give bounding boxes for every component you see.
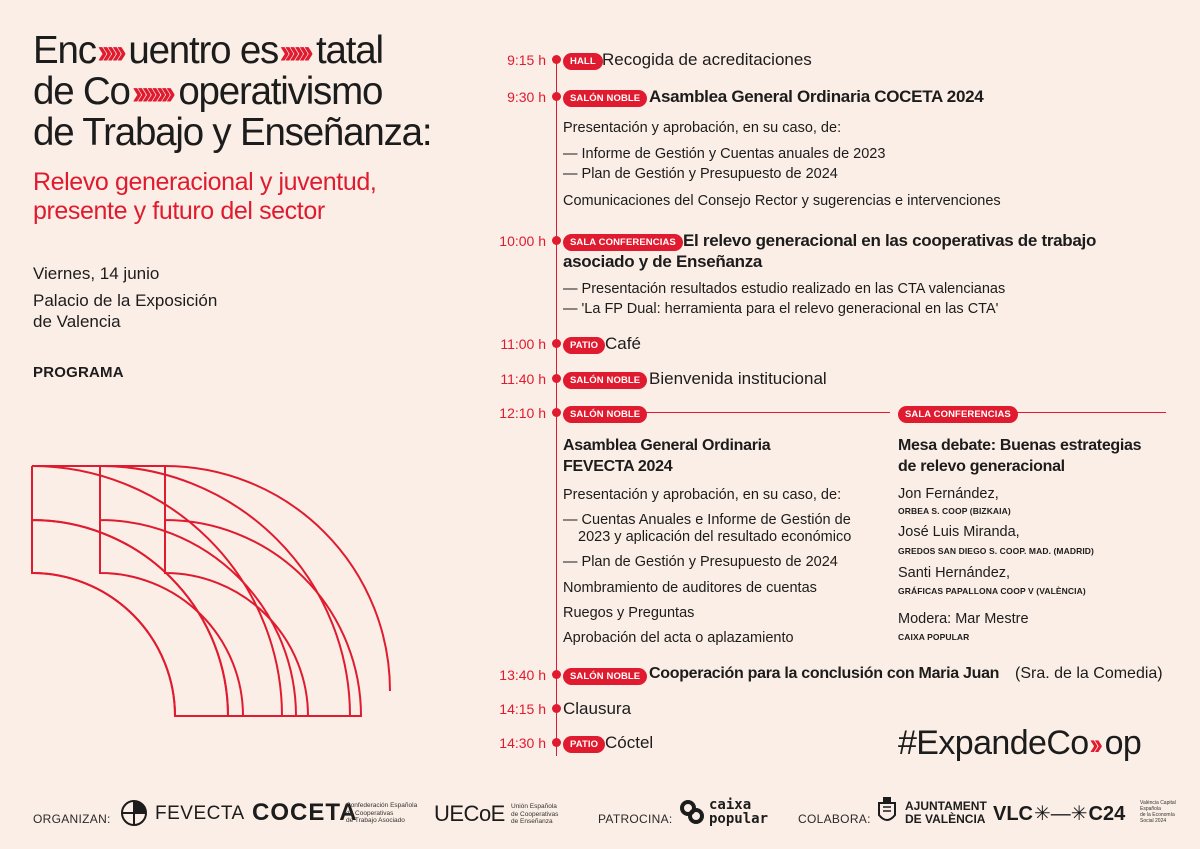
event-detail: Nombramiento de auditores de cuentas	[563, 580, 817, 596]
title-line-2: de Co›››››››› operativismo	[33, 70, 383, 113]
hashtag: #ExpandeCo›› op	[898, 724, 1142, 762]
timeline-dot	[552, 738, 561, 747]
event-title-suffix: (Sra. de la Comedia)	[1015, 665, 1163, 682]
chevron-decoration: ›››››	[97, 33, 122, 71]
speaker-org: ORBEA S. COOP (BIZKAIA)	[898, 506, 1011, 516]
event-venue: Palacio de la Exposición de Valencia	[33, 291, 218, 331]
chevron-decoration: ››››››››	[131, 74, 171, 112]
timeline-dot	[552, 55, 561, 64]
event-detail: Presentación y aprobación, en su caso, de:	[563, 120, 842, 136]
event-title: de relevo generacional	[898, 458, 1065, 475]
divider-line	[640, 412, 890, 413]
time-label: 11:00 h	[500, 336, 546, 352]
timeline-dot	[552, 339, 561, 348]
room-badge: SALA CONFERENCIAS	[898, 406, 1018, 423]
event-detail: — Informe de Gestión y Cuentas anuales de 2023	[563, 146, 886, 162]
timeline-dot	[552, 408, 561, 417]
moderator-org: CAIXA POPULAR	[898, 632, 970, 642]
time-label: 12:10 h	[499, 405, 546, 421]
organizan-label: ORGANIZAN:	[33, 812, 111, 826]
main-title	[33, 31, 431, 152]
decorative-arcs-graphic	[0, 460, 400, 760]
event-title: Recogida de acreditaciones	[602, 50, 812, 69]
room-badge: SALA CONFERENCIAS	[563, 234, 683, 251]
fevecta-logo-icon	[117, 796, 151, 828]
patrocina-label: PATROCINA:	[598, 812, 673, 826]
event-detail: — Cuentas Anuales e Informe de Gestión de	[563, 512, 851, 528]
event-detail: — Plan de Gestión y Presupuesto de 2024	[563, 554, 838, 570]
city-crest-icon	[874, 795, 900, 827]
speaker-name: Santi Hernández,	[898, 565, 1011, 581]
divider-line	[1012, 412, 1166, 413]
timeline-dot	[552, 670, 561, 679]
room-badge: PATIO	[563, 736, 605, 753]
room-badge: PATIO	[563, 337, 605, 354]
time-label: 10:00 h	[499, 233, 546, 249]
event-title: asociado y de Enseñanza	[563, 252, 763, 271]
event-title: Asamblea General Ordinaria	[563, 437, 771, 454]
event-title: El relevo generacional en las cooperativas de trabajo	[683, 231, 1097, 250]
speaker-name: José Luis Miranda,	[898, 524, 1020, 540]
event-title: Clausura	[563, 699, 632, 718]
asterisk-icon: ✳—✳	[1034, 803, 1088, 825]
subtitle: Relevo generacional y juventud, presente y futuro del sector	[33, 168, 377, 225]
uecoe-subtitle: Unión Española de Cooperativas de Enseñanza	[511, 803, 559, 825]
room-badge: HALL	[563, 53, 603, 70]
time-label: 11:40 h	[500, 371, 546, 387]
event-title: Cooperación para la conclusión con Maria Juan	[649, 665, 1000, 682]
coceta-subtitle: Confederación Española de Cooperativas de Trabajo Asociado	[346, 802, 418, 824]
time-label: 14:30 h	[499, 735, 546, 751]
timeline-dot	[552, 236, 561, 245]
event-title: Café	[605, 334, 641, 353]
event-detail: — 'La FP Dual: herramienta para el relevo generacional en las CTA'	[563, 301, 999, 317]
event-detail: Ruegos y Preguntas	[563, 605, 695, 621]
speaker-org: GRÁFICAS PAPALLONA COOP V (VALÈNCIA)	[898, 586, 1086, 596]
fevecta-logo: FEVECTA	[155, 803, 245, 824]
event-detail: — Presentación resultados estudio realizado en las CTA valencianas	[563, 281, 1006, 297]
event-detail: — Plan de Gestión y Presupuesto de 2024	[563, 166, 838, 182]
chevron-decoration: ››	[1089, 728, 1099, 761]
timeline-dot	[552, 704, 561, 713]
speaker-name: Jon Fernández,	[898, 486, 999, 502]
room-badge: SALÓN NOBLE	[563, 90, 647, 107]
event-detail: Aprobación del acta o aplazamiento	[563, 630, 794, 646]
event-title: Bienvenida institucional	[649, 369, 827, 388]
event-title: FEVECTA 2024	[563, 458, 673, 475]
room-badge: SALÓN NOBLE	[563, 372, 647, 389]
moderator-name: Modera: Mar Mestre	[898, 611, 1029, 627]
room-badge: SALÓN NOBLE	[563, 406, 647, 423]
event-title: Cóctel	[605, 733, 654, 752]
time-label: 9:15 h	[507, 52, 546, 68]
title-line-3: de Trabajo y Enseñanza:	[33, 111, 432, 154]
caixa-popular-logo: caixa popular	[709, 797, 769, 827]
event-title: Asamblea General Ordinaria COCETA 2024	[649, 87, 984, 106]
room-badge: SALÓN NOBLE	[563, 668, 647, 685]
programa-heading: PROGRAMA	[33, 364, 124, 381]
event-title: Mesa debate: Buenas estrategias	[898, 437, 1142, 454]
time-label: 13:40 h	[499, 667, 546, 683]
timeline-dot	[552, 92, 561, 101]
event-detail: Presentación y aprobación, en su caso, de:	[563, 487, 842, 503]
vlc-subtitle: València Capital Española de la Economía Social 2024	[1140, 800, 1176, 824]
caixa-popular-logo-icon	[679, 799, 705, 825]
timeline-dot	[552, 374, 561, 383]
speaker-org: GREDOS SAN DIEGO S. COOP. MAD. (MADRID)	[898, 546, 1094, 556]
event-detail: Comunicaciones del Consejo Rector y sugerencias e intervenciones	[563, 193, 1001, 209]
vlc-logo: VLC✳—✳C24	[993, 803, 1126, 825]
time-label: 9:30 h	[507, 89, 546, 105]
title-line-1: Enc››››› uentro es›››››› tatal	[33, 29, 383, 72]
time-label: 14:15 h	[499, 701, 546, 717]
chevron-decoration: ››››››	[279, 33, 309, 71]
colabora-label: COLABORA:	[798, 812, 871, 826]
ajuntament-logo: AJUNTAMENT DE VALÈNCIA	[905, 799, 987, 826]
event-date: Viernes, 14 junio	[33, 264, 160, 283]
event-detail: 2023 y aplicación del resultado económico	[578, 529, 852, 545]
coceta-logo: COCETA	[252, 799, 358, 826]
uecoe-logo: UECoE	[434, 801, 505, 826]
